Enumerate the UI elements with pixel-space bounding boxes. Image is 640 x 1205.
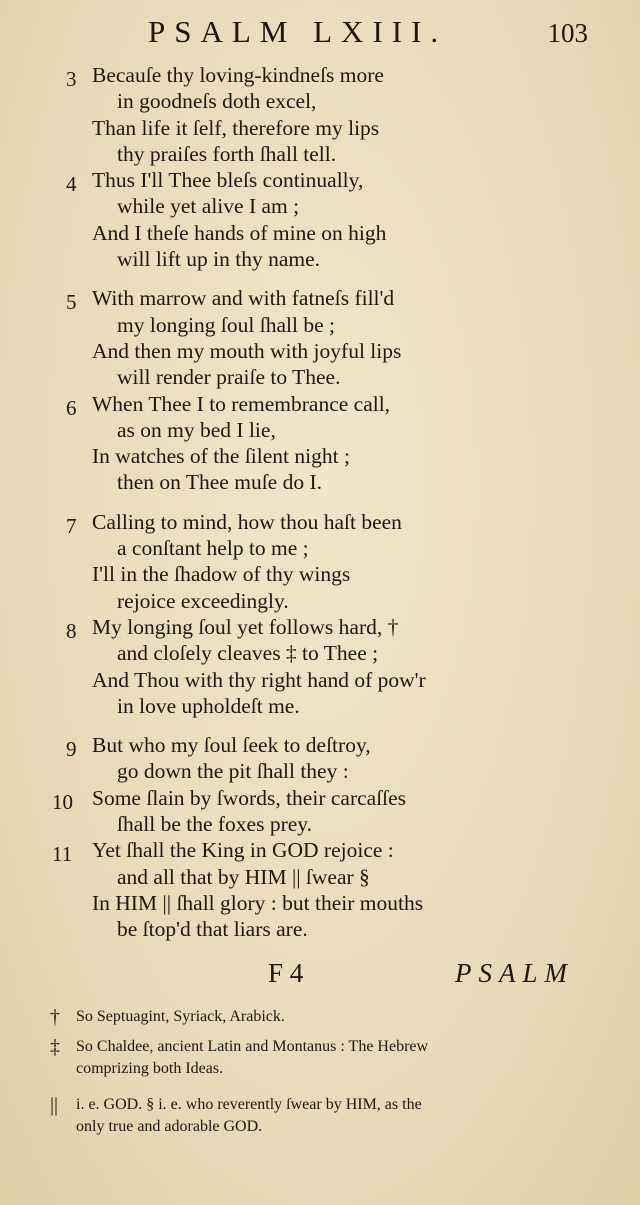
footnote-text: comprizing both Ideas. [76, 1060, 224, 1077]
verse-number: 3 [66, 67, 77, 91]
footnote [0, 1036, 640, 1084]
verse-line: in goodneſs doth excel, [117, 89, 317, 114]
verse-line: Than life it ſelf, therefore my lips [92, 115, 380, 140]
verse-9 [0, 732, 640, 785]
verse-line: But who my ſoul ſeek to deſtroy, [92, 733, 371, 758]
verse-number: 9 [66, 737, 77, 762]
verse-4 [0, 167, 640, 272]
verse-line: In watches of the ſilent night ; [92, 444, 350, 469]
verse-5 [0, 285, 640, 390]
verse-line: be ſtop'd that liars are. [117, 917, 308, 942]
signature-mark: F 4 [268, 958, 304, 988]
verse-line: And I theſe hands of mine on high [92, 220, 387, 245]
verse-line: Becauſe thy loving-kindneſs more [92, 63, 384, 87]
verse-line: then on Thee muſe do I. [117, 470, 322, 495]
verse-line: in love upholdeſt me. [117, 693, 300, 718]
psalm-text [0, 62, 640, 943]
verse-8 [0, 614, 640, 719]
catchline [0, 958, 640, 994]
verse-line: while yet alive I am ; [117, 194, 300, 219]
verse-line: Calling to mind, how thou haſt been [92, 509, 402, 534]
footnote-mark: || [50, 1094, 59, 1116]
verse-number: 11 [52, 842, 73, 867]
verse-7 [0, 509, 640, 614]
verse-line: ſhall be the foxes prey. [117, 812, 313, 837]
verse-number: 8 [66, 618, 77, 643]
footnote-text: So Chaldee, ancient Latin and Montanus : The Hebrew [76, 1038, 429, 1055]
footnote [0, 1094, 640, 1142]
verse-line: Thus I'll Thee bleſs continually, [92, 168, 364, 193]
verse-line: My longing ſoul yet follows hard, † [92, 614, 399, 639]
verse-line: and cloſely cleaves ‡ to Thee ; [117, 641, 379, 666]
footnote-text: i. e. GOD. § i. e. who reverently ſwear by HIM, as the [76, 1096, 422, 1113]
verse-number: 5 [66, 290, 77, 315]
verse-line: Yet ſhall the King in GOD rejoice : [92, 838, 394, 863]
verse-line: In HIM || ſhall glory : but their mouths [92, 890, 424, 915]
footnote-mark: † [50, 1006, 60, 1028]
verse-3 [0, 62, 640, 167]
verse-line: go down the pit ſhall they : [117, 759, 349, 784]
page-header [0, 14, 640, 54]
verse-line: a conſtant help to me ; [117, 536, 309, 561]
verse-line: With marrow and with fatneſs fill'd [92, 286, 395, 311]
footnotes [0, 1006, 640, 1142]
verse-line: And Thou with thy right hand of pow'r [92, 667, 426, 692]
verse-number: 4 [66, 172, 77, 197]
verse-line: When Thee I to remembrance call, [92, 391, 391, 416]
footnote-text: only true and adorable GOD. [76, 1118, 263, 1135]
running-title: PSALM LXIII. [148, 14, 448, 49]
verse-line: I'll in the ſhadow of thy wings [92, 562, 351, 587]
verse-number: 6 [66, 395, 77, 420]
verse-line: And then my mouth with joyful lips [92, 338, 402, 363]
verse-10 [0, 785, 640, 838]
footnote [0, 1006, 640, 1032]
verse-number: 10 [52, 789, 73, 814]
footnote-mark: ‡ [50, 1036, 60, 1058]
verse-line: will lift up in thy name. [117, 247, 321, 272]
verse-line: will render praiſe to Thee. [117, 365, 341, 390]
footnote-text: So Septuagint, Syriack, Arabick. [76, 1008, 285, 1025]
verse-line: my longing ſoul ſhall be ; [117, 312, 335, 337]
verse-number: 7 [66, 513, 77, 538]
page-number: 103 [547, 18, 588, 48]
verse-line: as on my bed I lie, [117, 417, 276, 442]
verse-line: and all that by HIM || ſwear § [117, 864, 370, 889]
verse-line: thy praiſes forth ſhall tell. [117, 141, 337, 166]
catchword: PSALM [455, 958, 574, 988]
verse-line: Some ſlain by ſwords, their carcaſſes [92, 785, 407, 810]
verse-line: rejoice exceedingly. [117, 588, 289, 613]
verse-6 [0, 391, 640, 496]
verse-11 [0, 837, 640, 942]
